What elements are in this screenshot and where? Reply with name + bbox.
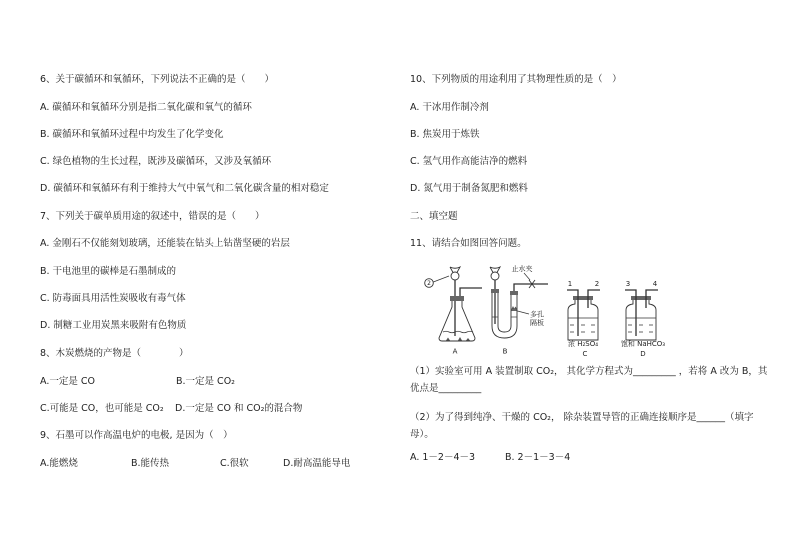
section-heading: 二、填空题 <box>410 211 458 222</box>
q8-option-d: D.一定是 CO 和 CO₂的混合物 <box>175 403 303 414</box>
apparatus-c <box>567 280 600 358</box>
u-tube-inner-wall <box>498 293 511 332</box>
q11-option-b: B. 2－1－3－4 <box>505 452 571 463</box>
apparatus-b <box>490 264 548 356</box>
q9-option-c: C.很软 <box>220 458 249 469</box>
clamp-label: 止水夹 <box>511 265 533 273</box>
q11-stem: 11、请结合如图回答问题。 <box>410 238 527 249</box>
thistle-funnel-b-bulb <box>491 272 499 280</box>
apparatus-figure <box>418 256 688 360</box>
bottle-d-stopper <box>631 296 651 300</box>
q6-stem: 6、关于碳循环和氧循环，下列说法不正确的是（ ） <box>40 74 275 85</box>
bottle-c-body <box>568 300 598 340</box>
flask-a-solid <box>446 337 470 341</box>
q9-option-a: A.能燃烧 <box>40 458 78 469</box>
bottle-d-body <box>626 300 656 340</box>
q8-option-b: B.一定是 CO₂ <box>176 376 235 387</box>
q9-stem: 9、石墨可以作高温电炉的电极, 是因为（ ） <box>40 430 233 441</box>
q7-stem: 7、下列关于碳单质用途的叙述中，错误的是（ ） <box>40 211 265 222</box>
port-number-4: 4 <box>652 280 658 288</box>
bottle-c-liquid-hatch <box>570 325 595 332</box>
u-tube-right-stopper <box>510 291 518 295</box>
q6-option-a: A. 碳循环和氧循环分别是指二氧化碳和氧气的循环 <box>40 102 252 113</box>
porous-plate-label-line-2: 隔板 <box>530 319 544 327</box>
q7-option-b: B. 干电池里的碳棒是石墨制成的 <box>40 266 177 277</box>
port-number-2: 2 <box>594 280 600 288</box>
q6-option-b: B. 碳循环和氧循环过程中均发生了化学变化 <box>40 129 224 140</box>
q10-stem: 10、下列物质的用途利用了其物理性质的是（ ） <box>410 74 622 85</box>
u-tube-outer-wall <box>492 293 517 338</box>
apparatus-label-b: B <box>502 347 508 356</box>
q9-option-b: B.能传热 <box>131 458 170 469</box>
clamp-leader <box>524 273 530 280</box>
apparatus-label-d: D <box>640 350 646 358</box>
q8-option-a: A.一定是 CO <box>40 376 95 387</box>
bottle-c-stopper <box>573 296 593 300</box>
porous-plate-leader <box>518 311 530 314</box>
q11-part2-line-2: 母）。 <box>410 429 434 440</box>
q11-option-a: A. 1－2－4－3 <box>410 452 476 463</box>
flask-a-body <box>439 301 475 341</box>
reagent-label-c: 浓 H₂SO₄ <box>567 340 599 348</box>
q6-option-c: C. 绿色植物的生长过程，既涉及碳循环，又涉及氧循环 <box>40 156 272 167</box>
q6-option-d: D. 碳循环和氧循环有利于维持大气中氧气和二氧化碳含量的相对稳定 <box>40 183 329 194</box>
q10-option-c: C. 氢气用作高能洁净的燃料 <box>410 156 528 167</box>
q11-part2-line-1: （2）为了得到纯净、干燥的 CO₂， 除杂装置导管的正确连接顺序是______（填字 <box>410 412 754 423</box>
q11-part1-line-2: 优点是_________ <box>410 383 482 394</box>
q8-stem: 8、木炭燃烧的产物是（ ） <box>40 348 189 359</box>
q11-part1-line-1: （1）实验室可用 A 装置制取 CO₂， 其化学方程式为_________ ，若将 A 改为 B，其 <box>410 366 768 377</box>
thistle-funnel-a-bulb <box>451 272 459 280</box>
q7-option-a: A. 金刚石不仅能刻划玻璃，还能装在钻头上钻凿坚硬的岩层 <box>40 238 290 249</box>
apparatus-d <box>621 280 665 358</box>
reagent-label-d: 饱和 NaHCO₃ <box>620 340 666 348</box>
flask-a-delivery-tube <box>460 288 482 296</box>
apparatus-label-a: A <box>452 347 458 356</box>
apparatus-label-c: C <box>582 350 588 358</box>
q8-option-c: C.可能是 CO，也可能是 CO₂ <box>40 403 164 414</box>
apparatus-a <box>425 267 482 356</box>
q9-option-d: D.耐高温能导电 <box>283 458 351 469</box>
q7-option-c: C. 防毒面具用活性炭吸收有毒气体 <box>40 293 186 304</box>
circled-label-leader <box>433 276 449 282</box>
u-tube-solid <box>512 306 518 309</box>
u-tube-left-stopper <box>491 289 499 293</box>
flask-a-stopper <box>450 296 464 301</box>
q10-option-b: B. 焦炭用于炼铁 <box>410 129 480 140</box>
porous-plate-label-line-1: 多孔 <box>530 310 544 319</box>
circled-label-digit: 2 <box>427 280 431 288</box>
q10-option-d: D. 氮气用于制备氮肥和燃料 <box>410 183 528 194</box>
q7-option-d: D. 制糖工业用炭黑来吸附有色物质 <box>40 320 187 331</box>
port-number-1: 1 <box>567 280 573 288</box>
flask-a-liquid <box>443 331 473 333</box>
q10-option-a: A. 干冰用作制冷剂 <box>410 102 489 113</box>
bottle-d-liquid-hatch <box>628 325 653 332</box>
port-number-3: 3 <box>625 280 631 288</box>
